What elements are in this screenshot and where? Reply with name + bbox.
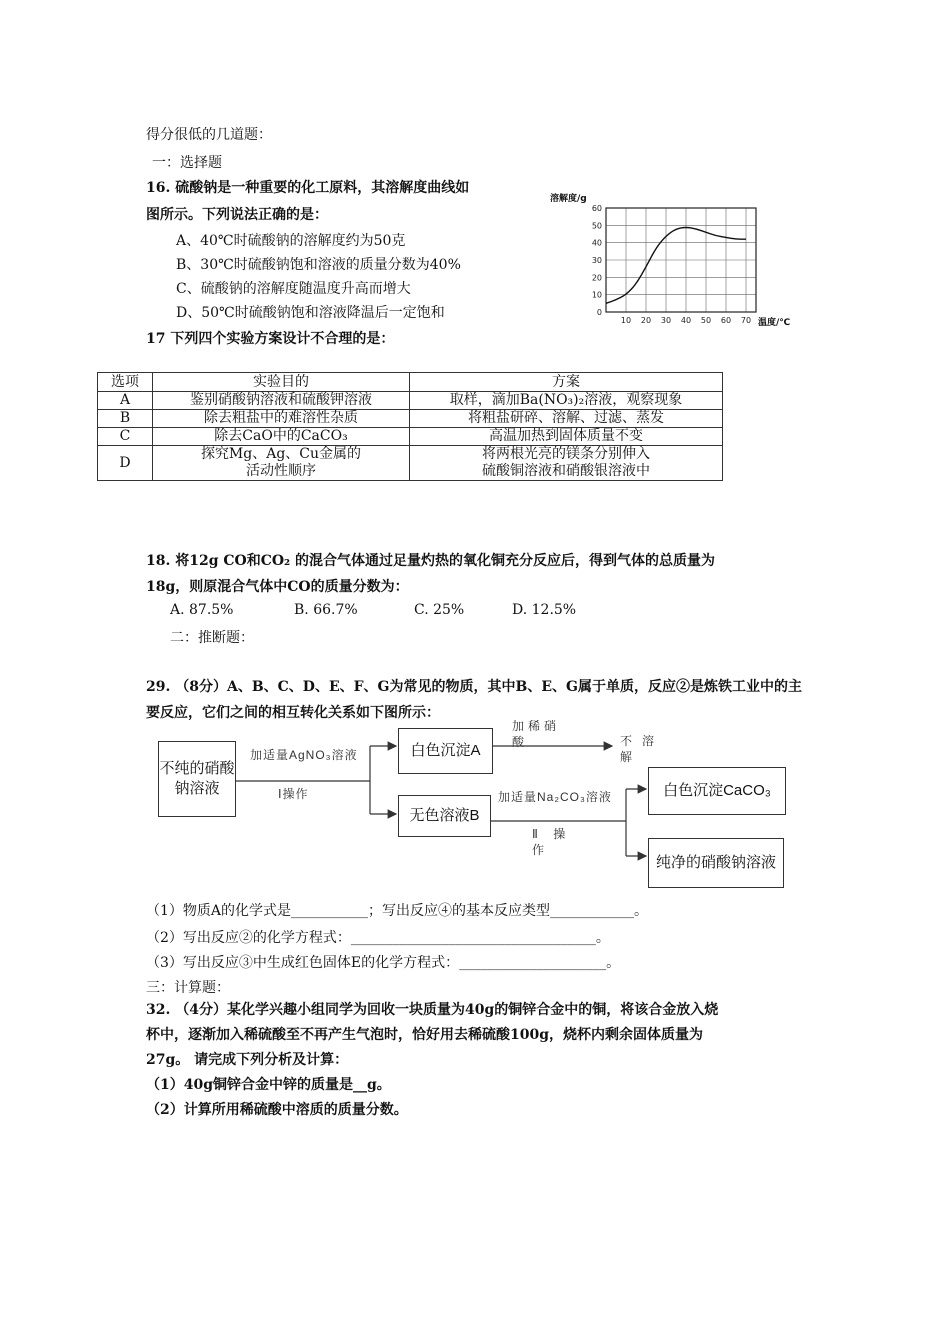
chart-y-tick-label: 40 — [591, 238, 602, 248]
chart-y-tick-label: 20 — [591, 273, 602, 283]
chart-y-tick-label: 10 — [591, 290, 602, 300]
q32-sub2: （2）计算所用稀硫酸中溶质的质量分数。 — [146, 1102, 408, 1118]
chart-x-axis-label: 温度/℃ — [758, 318, 791, 328]
row-a-purpose: 鉴别硝酸钠溶液和硫酸钾溶液 — [153, 392, 410, 410]
chart-x-tick-label: 20 — [640, 316, 652, 325]
row-d-plan-line1: 将两根光亮的镁条分别伸入 — [482, 446, 650, 462]
chart-y-tick-label: 60 — [591, 204, 602, 213]
row-a-option: A — [98, 392, 153, 410]
row-b-plan: 将粗盐研碎、溶解、过滤、蒸发 — [410, 410, 723, 428]
intro-text: 得分很低的几道题： — [146, 127, 272, 143]
q16-option-d: D、50℃时硫酸钠饱和溶液降温后一定饱和 — [176, 305, 445, 321]
q18-option-c: C. 25% — [414, 602, 465, 618]
header-option: 选项 — [98, 373, 153, 392]
chart-x-tick-label: 40 — [680, 316, 692, 325]
q32-line2: 杯中，逐渐加入稀硫酸至不再产生气泡时，恰好用去稀硫酸100g，烧杯内剩余固体质量为 — [146, 1027, 704, 1043]
q32-sub1: （1）40g铜锌合金中锌的质量是__g。 — [146, 1077, 391, 1093]
section-choice-heading: 一：选择题 — [152, 155, 222, 171]
q18-line2: 18g，则原混合气体中CO的质量分数为： — [146, 579, 409, 595]
row-b-purpose: 除去粗盐中的难溶性杂质 — [153, 410, 410, 428]
row-c-option: C — [98, 428, 153, 446]
label-add-na2co3: 加适量Na₂CO₃溶液 — [498, 790, 612, 804]
q16-line2: 图所示。下列说法正确的是： — [146, 207, 328, 223]
q18-option-b: B. 66.7% — [294, 602, 358, 618]
q29-line2: 要反应，它们之间的相互转化关系如下图所示： — [146, 705, 440, 721]
q16-option-b: B、30℃时硫酸钠饱和溶液的质量分数为40% — [176, 257, 461, 273]
q32-line3: 27g。 请完成下列分析及计算： — [146, 1052, 349, 1068]
q18-option-d: D. 12.5% — [512, 602, 577, 618]
section-inference-heading: 二：推断题： — [170, 630, 254, 646]
chart-y-axis-label: 溶解度/g — [550, 194, 587, 204]
q29-sub3: （3）写出反应③中生成红色固体E的化学方程式：_____________________。 — [146, 955, 621, 971]
label-add-dilute-nitric: 加稀硝酸 — [512, 719, 561, 749]
box-pure-nano3: 纯净的硝酸钠溶液 — [648, 838, 784, 888]
label-operation-1: Ⅰ操作 — [278, 787, 309, 801]
row-b-option: B — [98, 410, 153, 428]
q17-title: 17 下列四个实验方案设计不合理的是： — [146, 331, 395, 347]
label-operation-2: Ⅱ 操作 — [532, 827, 572, 857]
chart-x-tick-label: 60 — [720, 316, 732, 325]
chart-y-tick-label: 50 — [591, 221, 602, 231]
chart-x-tick-label: 70 — [740, 316, 752, 325]
q29-sub2: （2）写出反应②的化学方程式：___________________________________。 — [146, 930, 610, 946]
box-colorless-solution-b: 无色溶液B — [398, 795, 491, 837]
header-purpose: 实验目的 — [153, 373, 410, 392]
box-impure-nano3: 不纯的硝酸钠溶液 — [158, 741, 236, 817]
q18-line1: 18. 将12g CO和CO₂ 的混合气体通过足量灼热的氧化铜充分反应后，得到气体的总质量为 — [146, 553, 716, 569]
q16-option-a: A、40℃时硫酸钠的溶解度约为50克 — [176, 233, 406, 249]
row-c-purpose: 除去CaO中的CaCO₃ — [153, 428, 410, 446]
chart-y-tick-label: 30 — [591, 256, 602, 265]
chart-x-tick-label: 30 — [660, 316, 672, 325]
q32-line1: 32. （4分）某化学兴趣小组同学为回收一块质量为40g的铜锌合金中的铜，将该合金放入烧 — [146, 1002, 719, 1018]
row-a-plan: 取样，滴加Ba(NO₃)₂溶液，观察现象 — [410, 392, 723, 410]
row-c-plan: 高温加热到固体质量不变 — [410, 428, 723, 446]
header-plan: 方案 — [410, 373, 723, 392]
chart-x-tick-label: 50 — [700, 316, 712, 325]
box-white-precipitate-a: 白色沉淀A — [398, 728, 493, 774]
row-d-purpose-line2: 活动性顺序 — [246, 463, 316, 479]
q29-sub1: （1）物质A的化学式是___________；写出反应④的基本反应类型____________。 — [146, 903, 649, 919]
label-add-agno3: 加适量AgNO₃溶液 — [250, 748, 358, 762]
box-white-precipitate-caco3: 白色沉淀CaCO₃ — [648, 767, 786, 815]
row-d-plan-line2: 硫酸铜溶液和硝酸银溶液中 — [482, 463, 650, 479]
q16-line1: 16. 硫酸钠是一种重要的化工原料，其溶解度曲线如 — [146, 180, 470, 196]
q16-option-c: C、硫酸钠的溶解度随温度升高而增大 — [176, 281, 411, 297]
q29-line1: 29. （8分）A、B、C、D、E、F、G为常见的物质，其中B、E、G属于单质，反应②是炼铁工业中的主 — [146, 679, 802, 695]
q18-option-a: A. 87.5% — [170, 602, 234, 618]
row-d-option: D — [98, 446, 153, 481]
chart-y-tick-label: 0 — [596, 308, 602, 317]
label-insoluble: 不溶解 — [620, 734, 665, 764]
row-d-purpose-line1: 探究Mg、Ag、Cu金属的 — [200, 446, 362, 462]
chart-x-tick-label: 10 — [620, 316, 632, 325]
section-calc-heading: 三：计算题： — [146, 980, 230, 996]
